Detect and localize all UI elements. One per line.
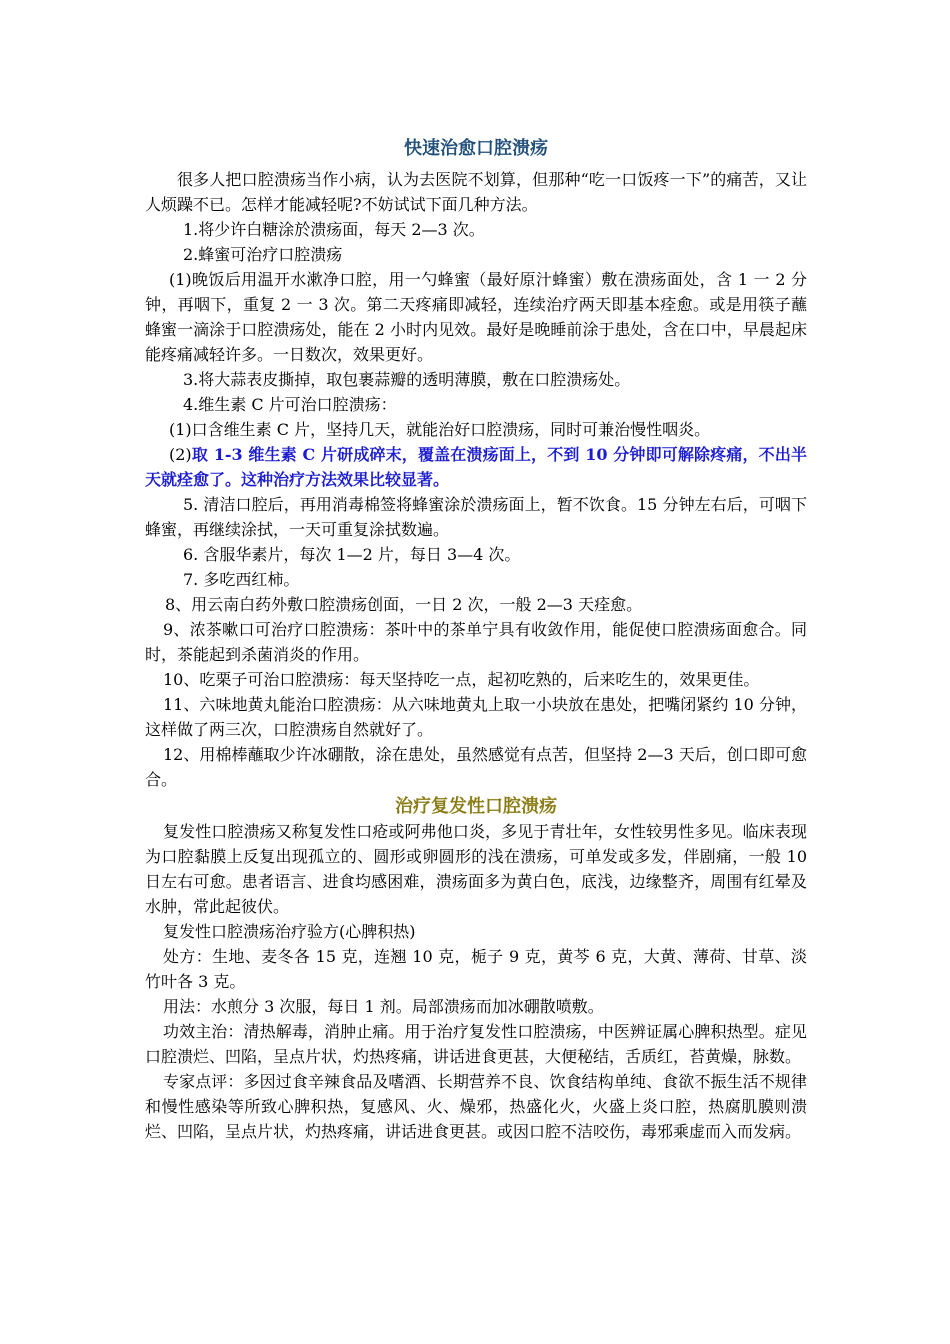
method-2-item-1: (1)晚饭后用温开水漱净口腔，用一勺蜂蜜（最好原汁蜂蜜）敷在溃疡面处，含 1 一 2 分钟，再咽下，重复 2 一 3 次。第二天疼痛即减轻，连续治疗两天即基本痊愈。或是用筷子蘸蜂蜜一滴涂于口腔溃疡处，能在 2 小时内见效。最好是晚睡前涂于患处，含在口中，早晨起床能疼痛减轻许多。一日数次，效果更好。 <box>145 270 807 364</box>
document-body <box>145 131 807 1144</box>
method-1: 1.将少许白糖涂於溃疡面，每天 2—3 次。 <box>183 220 485 239</box>
method-10: 10、吃栗子可治口腔溃疡：每天坚持吃一点，起初吃熟的，后来吃生的，效果更佳。 <box>163 670 760 689</box>
method-4-heading: 4.维生素 C 片可治口腔溃疡： <box>183 395 397 414</box>
method-5: 5. 清洁口腔后，再用消毒棉签将蜂蜜涂於溃疡面上，暂不饮食。15 分钟左右后，可咽下蜂蜜，再继续涂拭，一天可重复涂拭数遍。 <box>145 495 807 539</box>
method-3: 3.将大蒜表皮撕掉，取包裹蒜瓣的透明薄膜，敷在口腔溃疡处。 <box>183 370 631 389</box>
method-4-item-1: (1)口含维生素 C 片，坚持几天，就能治好口腔溃疡，同时可兼治慢性咽炎。 <box>169 420 711 439</box>
section-2-prescription: 处方：生地、麦冬各 15 克，连翘 10 克，栀子 9 克，黄芩 6 克，大黄、薄荷、甘草、淡竹叶各 3 克。 <box>145 947 807 991</box>
method-12: 12、用棉棒蘸取少许冰硼散，涂在患处，虽然感觉有点苦，但坚持 2—3 天后，创口即可愈合。 <box>145 745 807 789</box>
method-8: 8、用云南白药外敷口腔溃疡创面，一日 2 次，一般 2—3 天痊愈。 <box>165 595 643 614</box>
section-2-effects: 功效主治：清热解毒，消肿止痛。用于治疗复发性口腔溃疡，中医辨证属心脾积热型。症见口腔溃烂、凹陷，呈点片状，灼热疼痛，讲话进食更甚，大便秘结，舌质红，苔黄燥，脉数。 <box>145 1022 807 1066</box>
method-4-item-2 <box>145 442 807 492</box>
method-6: 6. 含服华素片，每次 1—2 片，每日 3—4 次。 <box>183 545 521 564</box>
method-2-heading: 2.蜂蜜可治疗口腔溃疡 <box>183 245 343 264</box>
method-11: 11、六味地黄丸能治口腔溃疡：从六味地黄丸上取一小块放在患处，把嘴闭紧约 10 分钟，这样做了两三次，口腔溃疡自然就好了。 <box>145 695 807 739</box>
intro-paragraph: 很多人把口腔溃疡当作小病，认为去医院不划算，但那种“吃一口饭疼一下”的痛苦，又让人烦躁不已。怎样才能减轻呢?不妨试试下面几种方法。 <box>145 170 807 214</box>
section-2-paragraph-2: 复发性口腔溃疡治疗验方(心脾积热) <box>163 922 416 941</box>
method-7: 7. 多吃西红柿。 <box>183 570 300 589</box>
section-2-title: 治疗复发性口腔溃疡 <box>395 796 557 817</box>
article-title: 快速治愈口腔溃疡 <box>404 138 548 159</box>
method-4-item-2-prefix: (2) <box>169 445 192 464</box>
section-2-paragraph-1: 复发性口腔溃疡又称复发性口疮或阿弗他口炎，多见于青壮年，女性较男性多见。临床表现为口腔黏膜上反复出现孤立的、圆形或卵圆形的浅在溃疡，可单发或多发，伴剧痛，一般 10 日左右可愈。患者语言、进食均感困难，溃疡面多为黄白色，底浅，边缘整齐，周围有红晕及水肿，常此起彼伏。 <box>145 822 807 916</box>
highlighted-text: 取 1-3 维生素 C 片研成碎末，覆盖在溃疡面上，不到 10 分钟即可解除疼痛，不出半天就痊愈了。这种治疗方法效果比较显著。 <box>145 445 807 489</box>
method-9: 9、浓茶嗽口可治疗口腔溃疡：茶叶中的茶单宁具有收敛作用，能促使口腔溃疡面愈合。同时，茶能起到杀菌消炎的作用。 <box>145 620 807 664</box>
section-2-expert-comment: 专家点评：多因过食辛辣食品及嗜酒、长期营养不良、饮食结构单纯、食欲不振生活不规律和慢性感染等所致心脾积热，复感风、火、燥邪，热盛化火，火盛上炎口腔，热腐肌膜则溃烂、凹陷，呈点片状，灼热疼痛，讲话进食更甚。或因口腔不洁咬伤，毒邪乘虚而入而发病。 <box>145 1072 807 1141</box>
section-2-usage: 用法：水煎分 3 次服，每日 1 剂。局部溃疡而加冰硼散喷敷。 <box>163 997 604 1016</box>
